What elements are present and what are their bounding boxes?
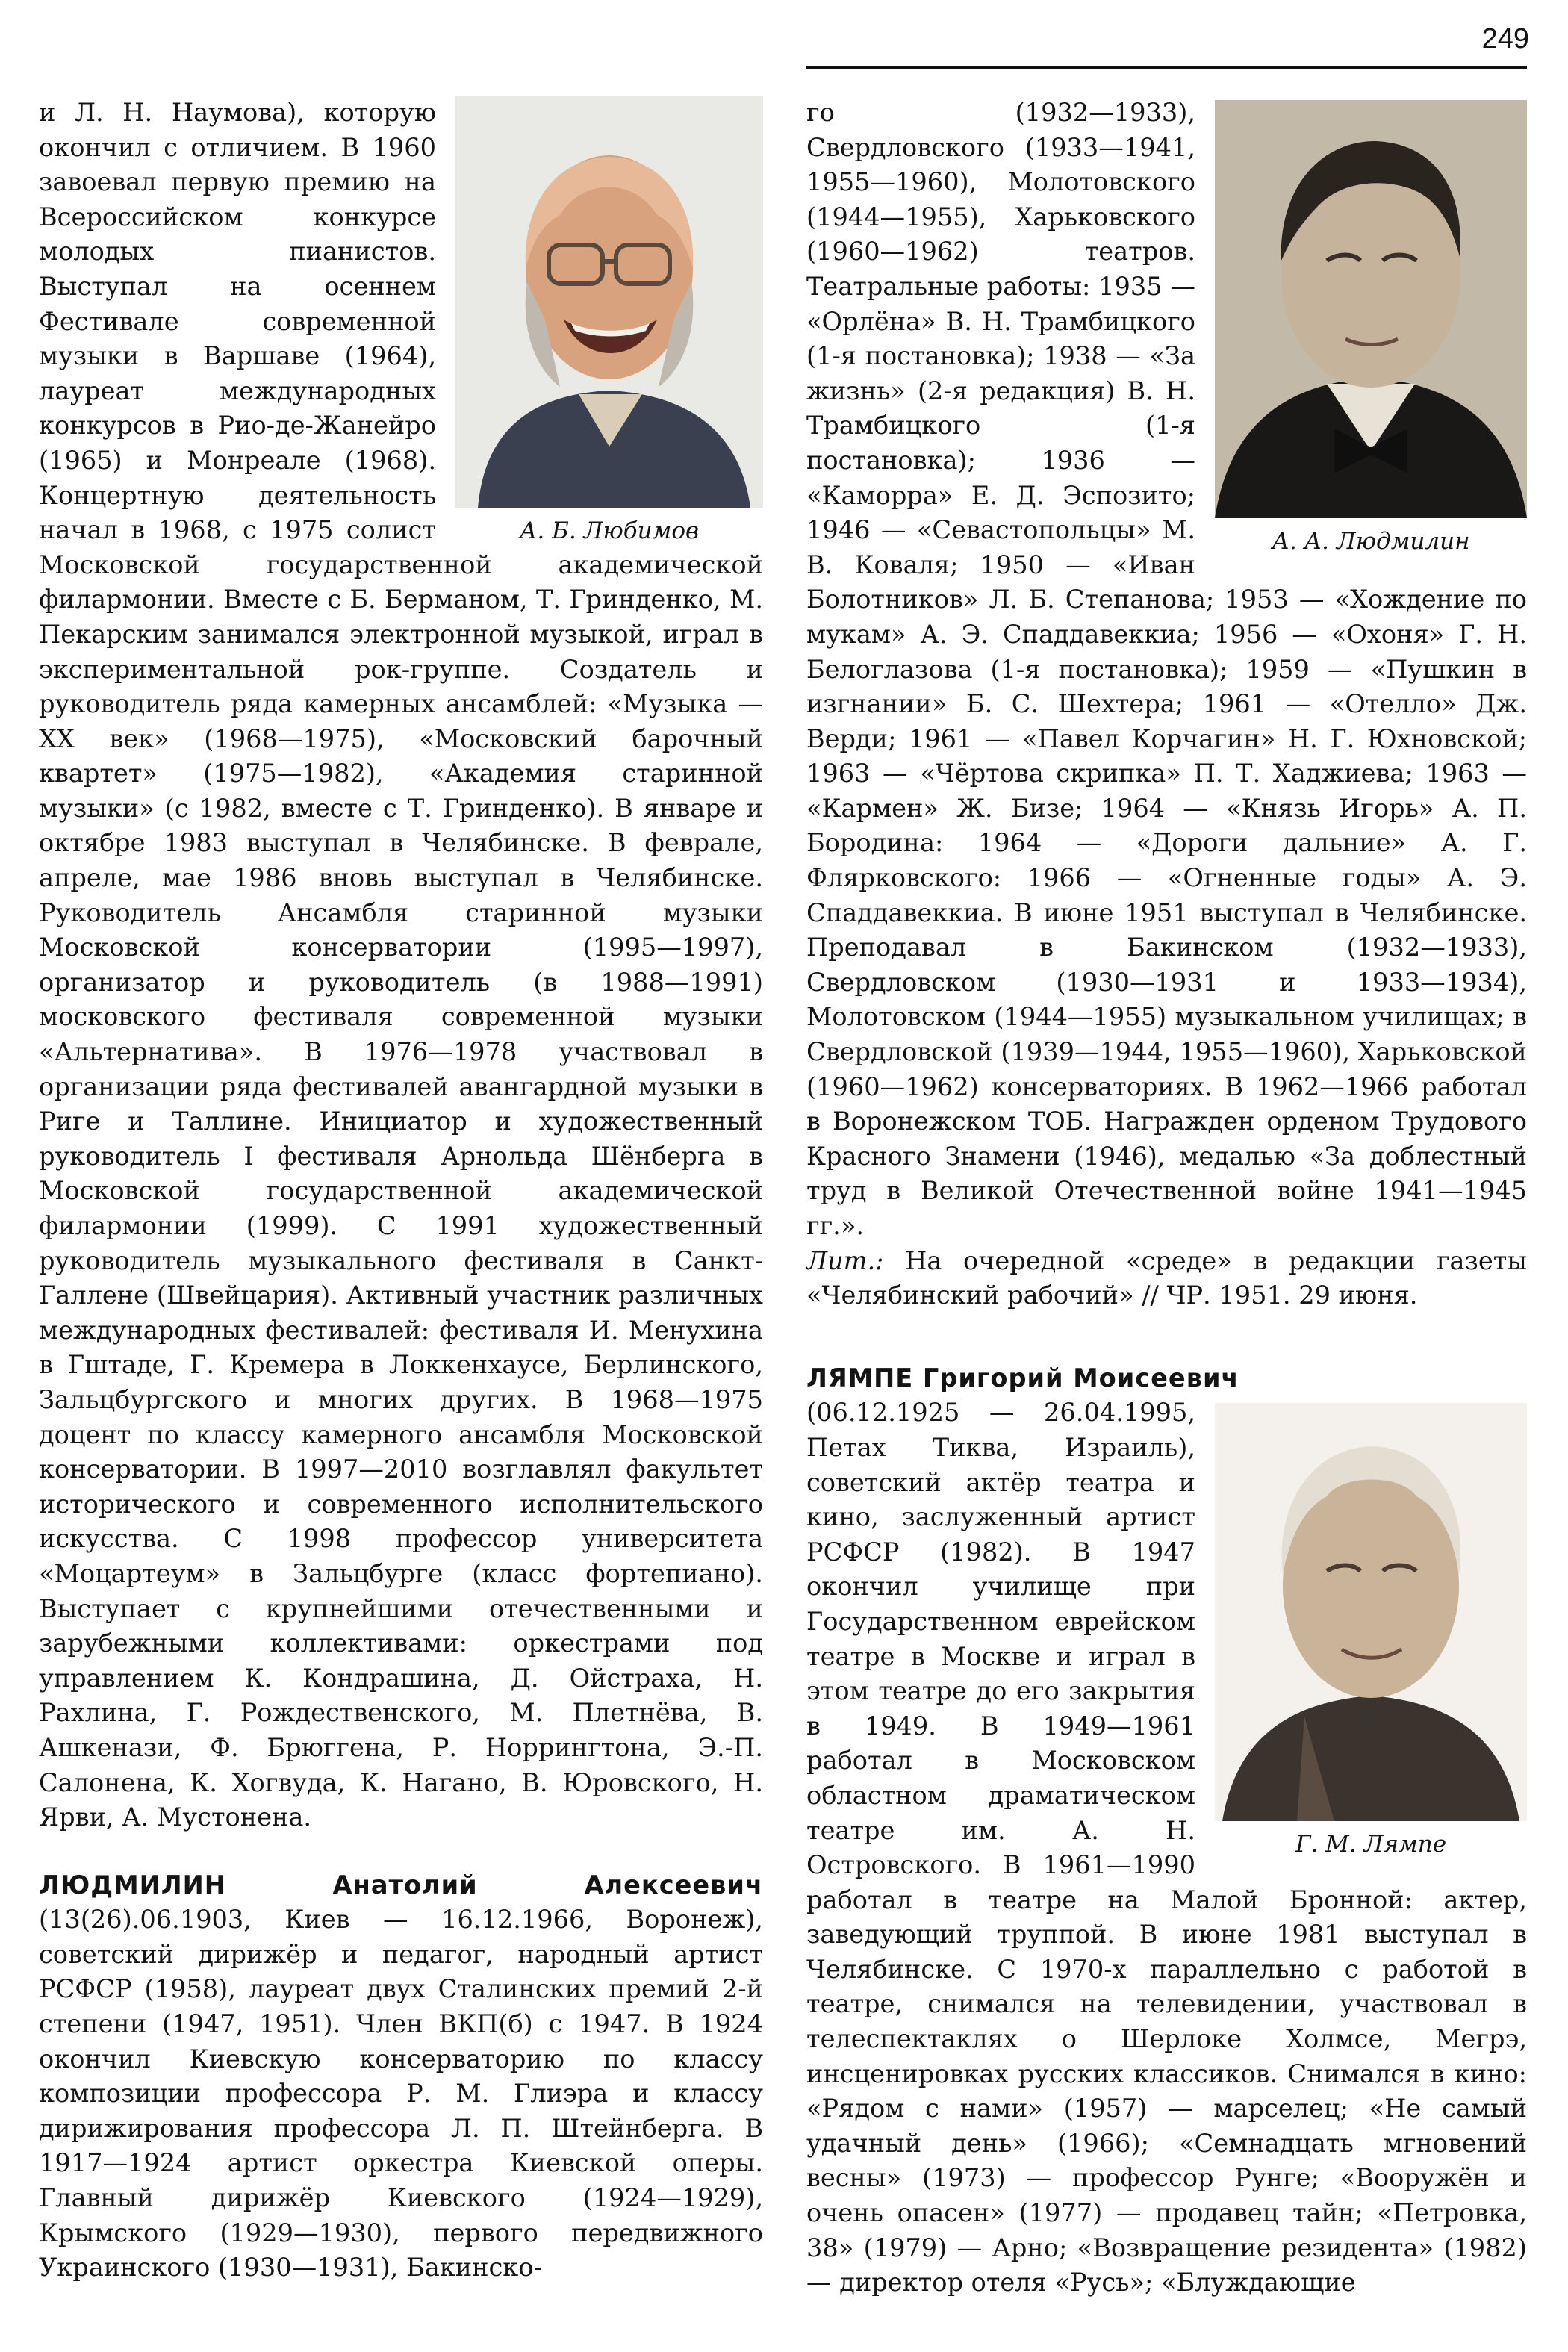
portrait-lyudmilin xyxy=(1215,100,1527,518)
lyudmilin-text: (13(26).06.1903, Киев — 16.12.1966, Воронеж), советский дирижёр и педагог, народный артист РСФСР (1958), лауреат двух Сталинских премий 2-й степени (1947, 1951). Член ВКП(б) с 1947. В 1924 окончил Киевскую консерваторию по классу композиции профессора Р. М. Глиэра и классу дирижирования профессора Л. П. Штейнберга. В 1917—1924 артист оркестра Киевской оперы. Главный дирижёр Киевского (1924—1929), Крымского (1929—1930), первого передвижного Украинского (1930—1931), Бакинско- xyxy=(39,1905,763,2283)
page-number: 249 xyxy=(1481,23,1529,55)
literature-label: Лит.: xyxy=(806,1245,884,1275)
figure-lyampe xyxy=(1215,1403,1527,1860)
right-column xyxy=(806,96,1527,2300)
lyampe-text: (06.12.1925 — 26.04.1995, Петах Тиква, Израиль), советский актёр театра и кино, заслуженный артист РСФСР (1982). В 1947 окончил училище при Государственном еврейском театре в Москве и играл в этом театре до его закрытия в 1949. В 1949—1961 работал в Московском областном драматическом театре им. А. Н. Островского. В 1961—1990 работал в театре на Малой Бронной: актер, заведующий труппой. В июне 1981 выступал в Челябинске. С 1970-х параллельно с работой в театре, снимался на телевидении, участвовал в телеспектаклях о Шерлоке Холмсе, Мегрэ, инсценировках русских классиков. Снимался в кино: «Рядом с нами» (1957) — марселец; «Не самый удачный день» (1966); «Семнадцать мгновений весны» (1973) — профессор Рунге; «Вооружён и очень опасен» (1977) — продавец тайн; «Петровка, 38» (1979) — Арно; «Возвращение резидента» (1982) — директор отеля «Русь»; «Блуждающие xyxy=(806,1398,1527,2297)
lyudmilin-headword: ЛЮДМИЛИН Анатолий Алексеевич xyxy=(39,1870,763,1900)
portrait-lyubimov xyxy=(455,96,763,508)
lyudmilin-entry-continued: го (1932—1933), Свердловского (1933—1941, 1955—1960), Молотовского (1944—1955), Харьковского (1960—1962) театров. Театральные работы: 1935 — «Орлёна» В. Н. Трамбицкого (1-я постановка); 1938 — «За жизнь» (2-я редакция) В. Н. Трамбицкого (1-я постановка); 1936 — «Каморра» Е. Д. Эспозито; 1946 — «Севастопольцы» М. В. Коваля; 1950 — «Иван Болотников» Л. Б. Степанова; 1953 — «Хождение по мукам» А. Э. Спаддавеккиа; 1956 — «Охоня» Г. Н. Белоглазова (1-я постановка); 1959 — «Пушкин в изгнании» Б. С. Шехтера; 1961 — «Отелло» Дж. Верди; 1961 — «Павел Корчагин» Н. Г. Юхновской; 1963 — «Чёртова скрипка» П. Т. Хаджиева; 1963 — «Кармен» Ж. Бизе; 1964 — «Князь Игорь» А. П. Бородина: 1964 — «Дороги дальние» А. Г. Флярковского: 1966 — «Огненные годы» А. Э. Спаддавеккиа. В июне 1951 выступал в Челябинске. Преподавал в Бакинском (1932—1933), Свердловском (1930—1931 и 1933—1934), Молотовском (1944—1955) музыкальном училищах; в Свердловской (1939—1944, 1955—1960), Харьковской (1960—1962) консерваториях. В 1962—1966 работал в Воронежском ТОБ. Награжден орденом Трудового Красного Знамени (1946), медалью «За доблестный труд в Великой Отечественной войне 1941—1945 гг.». xyxy=(806,98,1527,1240)
left-column xyxy=(39,96,763,2286)
caption-lyubimov: А. Б. Любимов xyxy=(519,517,700,544)
lyubimov-entry-continued: и Л. Н. Наумова), которую окончил с отличием. В 1960 завоевал первую премию на Всероссийском конкурсе молодых пианистов. Выступал на осеннем Фестивале современной музыки в Варшаве (1964), лауреат международных конкурсов в Рио-де-Жанейро (1965) и Монреале (1968). Концертную деятельность начал в 1968, с 1975 солист Московской государственной академической филармонии. Вместе с Б. Берманом, Т. Гринденко, М. Пекарским занимался электронной музыкой, играл в экспериментальной рок-группе. Создатель и руководитель ряда камерных ансамблей: «Музыка — XX век» (1968—1975), «Московский барочный квартет» (1975—1982), «Академия старинной музыки» (с 1982, вместе с Т. Гринденко). В январе и октябре 1983 выступал в Челябинске. В феврале, апреле, мае 1986 вновь выступал в Челябинске. Руководитель Ансамбля старинной музыки Московской консерватории (1995—1997), организатор и руководитель (в 1988—1991) московского фестиваля современной музыки «Альтернатива». В 1976—1978 участвовал в организации ряда фестивалей авангардной музыки в Риге и Таллине. Инициатор и художественный руководитель I фестиваля Арнольда Шёнберга в Московской государственной академической филармонии (1999). С 1991 художественный руководитель музыкального фестиваля в Санкт-Галлене (Швейцария). Активный участник различных международных фестивалей: фестиваля И. Менухина в Гштаде, Г. Кремера в Локкенхаусе, Берлинского, Зальцбургского и многих других. В 1968—1975 доцент по классу камерного ансамбля Московской консерватории. В 1997—2010 возглавлял факультет исторического и современного исполнительского искусства. С 1998 профессор университета «Моцартеум» в Зальцбурге (класс фортепиано). Выступает с крупнейшими отечественными и зарубежными коллективами: оркестрами под управлением К. Кондрашина, Д. Ойстраха, Н. Рахлина, Г. Рождественского, М. Плетнёва, В. Ашкенази, Ф. Брюггена, Р. Норрингтона, Э.-П. Салонена, К. Хогвуда, К. Нагано, В. Юровского, Н. Ярви, А. Мустонена. xyxy=(39,98,763,1832)
lyudmilin-entry xyxy=(39,1868,763,2286)
literature-reference xyxy=(806,1244,1527,1313)
figure-lyudmilin xyxy=(1215,100,1527,557)
portrait-lyampe xyxy=(1215,1403,1527,1821)
literature-text: На очередной «среде» в редакции газеты «Челябинский рабочий» // ЧР. 1951. 29 июня. xyxy=(806,1245,1527,1310)
caption-lyudmilin: А. А. Людмилин xyxy=(1272,528,1470,555)
header-rule xyxy=(806,66,1527,69)
figure-lyubimov xyxy=(455,96,763,547)
lyampe-headword: ЛЯМПЕ Григорий Моисеевич xyxy=(806,1363,1239,1393)
lyampe-entry xyxy=(806,1361,1527,1396)
caption-lyampe: Г. М. Лямпе xyxy=(1295,1831,1447,1858)
